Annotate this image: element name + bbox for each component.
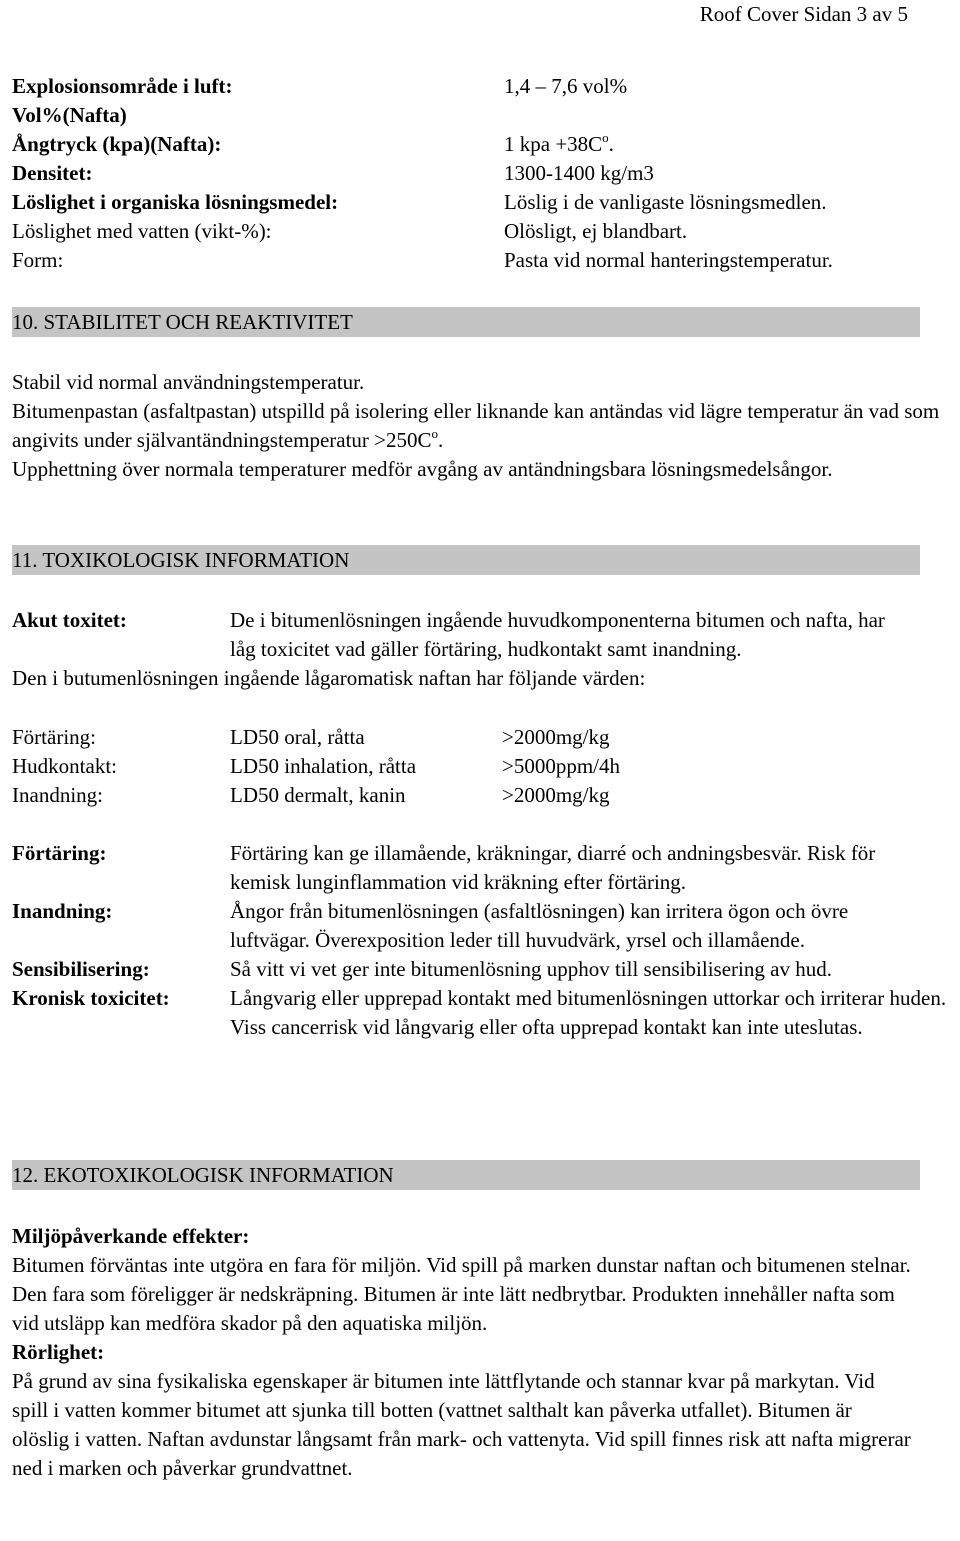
stability-text: Stabil vid normal användningstemperatur.: [12, 370, 365, 394]
page-header: Roof Cover Sidan 3 av 5: [699, 2, 908, 26]
ld50-route: Hudkontakt:: [12, 754, 117, 778]
property-label: Densitet:: [12, 161, 93, 185]
acute-toxicity: [12, 606, 960, 693]
section-10-body: [12, 368, 957, 484]
section-12-body: [12, 1222, 912, 1483]
property-row: [12, 217, 952, 246]
effect-row: [12, 984, 960, 1042]
ld50-test: LD50 dermalt, kanin: [230, 783, 406, 807]
effect-label: Inandning:: [12, 899, 113, 923]
property-label: Explosionsområde i luft:: [12, 74, 233, 98]
property-value: Löslig i de vanligaste lösningsmedlen.: [504, 190, 827, 214]
ld50-test: LD50 inhalation, råtta: [230, 754, 417, 778]
property-value: 1 kpa $+38C^o$.: [504, 130, 614, 156]
section-10-heading: 10. STABILITET OCH REAKTIVITET: [12, 307, 920, 337]
reactivity-text: Bitumenpastan (asfaltpastan) utspilld på isolering eller liknande kan antändas vid lägre temperatur än vad som angivits under självantändningstemperatur $>250C^o$.: [12, 399, 940, 452]
env-effects-text: Bitumen förväntas inte utgöra en fara för miljön. Vid spill på marken dunstar naftan och bitumenen stelnar. Den fara som föreligger är nedskräpning. Bitumen är inte lätt nedbrytbar. Produkten innehåller nafta som vid utsläpp kan medföra skador på den aquatiska miljön.: [12, 1253, 911, 1335]
property-value: Olösligt, ej blandbart.: [504, 219, 688, 243]
property-row: [12, 101, 952, 130]
ld50-route: Inandning:: [12, 783, 103, 807]
ld50-row: [12, 752, 952, 781]
property-row: [12, 246, 952, 275]
effect-row: [12, 839, 960, 897]
property-value: 1,4 – 7,6 vol%: [504, 74, 628, 98]
acute-toxicity-label: Akut toxitet:: [12, 608, 127, 632]
property-row: [12, 72, 952, 101]
property-value: Pasta vid normal hanteringstemperatur.: [504, 248, 833, 272]
section-11-heading: 11. TOXIKOLOGISK INFORMATION: [12, 545, 920, 575]
ld50-test: LD50 oral, råtta: [230, 725, 365, 749]
acute-toxicity-row: [12, 606, 960, 664]
ld50-route: Förtäring:: [12, 725, 96, 749]
effect-label: Sensibilisering:: [12, 957, 150, 981]
ld50-row: [12, 723, 952, 752]
property-row: [12, 159, 952, 188]
mobility-text: På grund av sina fysikaliska egenskaper är bitumen inte lättflytande och stannar kvar på markytan. Vid spill i vatten kommer bitumet att sjunka till botten (vattnet salthalt kan påverka utfallet). Bitumen är olöslig i vatten. Naftan avdunstar långsamt från mark- och vattenyta. Vid spill finnes risk att nafta migrerar ned i marken och påverkar grundvattnet.: [12, 1369, 911, 1480]
effect-text: Förtäring kan ge illamående, kräkningar, diarré och andningsbesvär. Risk för kemisk lunginflammation vid kräkning efter förtäring.: [230, 841, 876, 894]
ld50-row: [12, 781, 952, 810]
ld50-table: [12, 723, 952, 810]
heating-text: Upphettning över normala temperaturer medför avgång av antändningsbara lösningsmedelsångor.: [12, 457, 833, 481]
mobility-label: Rörlighet:: [12, 1340, 105, 1364]
effect-text: Långvarig eller upprepad kontakt med bitumenlösningen uttorkar och irriterar huden. Viss cancerrisk vid långvarig eller ofta upprepad kontakt kan inte uteslutas.: [230, 986, 947, 1039]
property-row: [12, 130, 952, 159]
ld50-value: >5000ppm/4h: [502, 754, 621, 778]
env-effects-label: Miljöpåverkande effekter:: [12, 1224, 250, 1248]
property-row: [12, 188, 952, 217]
ld50-intro: Den i butumenlösningen ingående lågaromatisk naftan har följande värden:: [12, 666, 646, 690]
toxic-effects: [12, 839, 960, 1042]
property-label: Vol%(Nafta): [12, 103, 127, 127]
property-label: Löslighet i organiska lösningsmedel:: [12, 190, 339, 214]
property-label: Form:: [12, 248, 64, 272]
section-12-heading: 12. EKOTOXIKOLOGISK INFORMATION: [12, 1160, 920, 1190]
physical-properties: [12, 72, 952, 275]
property-label: Ångtryck (kpa)(Nafta):: [12, 132, 222, 156]
ld50-value: >2000mg/kg: [502, 783, 610, 807]
effect-row: [12, 955, 960, 984]
acute-toxicity-text: De i bitumenlösningen ingående huvudkomponenterna bitumen och nafta, har låg toxicitet vad gäller förtäring, hudkontakt samt inandning.: [230, 608, 885, 661]
effect-label: Kronisk toxicitet:: [12, 986, 170, 1010]
property-value: 1300-1400 kg/m3: [504, 161, 654, 185]
effect-label: Förtäring:: [12, 841, 107, 865]
ld50-value: >2000mg/kg: [502, 725, 610, 749]
effect-text: Så vitt vi vet ger inte bitumenlösning upphov till sensibilisering av hud.: [230, 957, 832, 981]
effect-row: [12, 897, 960, 955]
property-label: Löslighet med vatten (vikt-%):: [12, 219, 272, 243]
effect-text: Ångor från bitumenlösningen (asfaltlösningen) kan irritera ögon och övre luftvägar. Överexposition leder till huvudvärk, yrsel och illamående.: [230, 899, 849, 952]
